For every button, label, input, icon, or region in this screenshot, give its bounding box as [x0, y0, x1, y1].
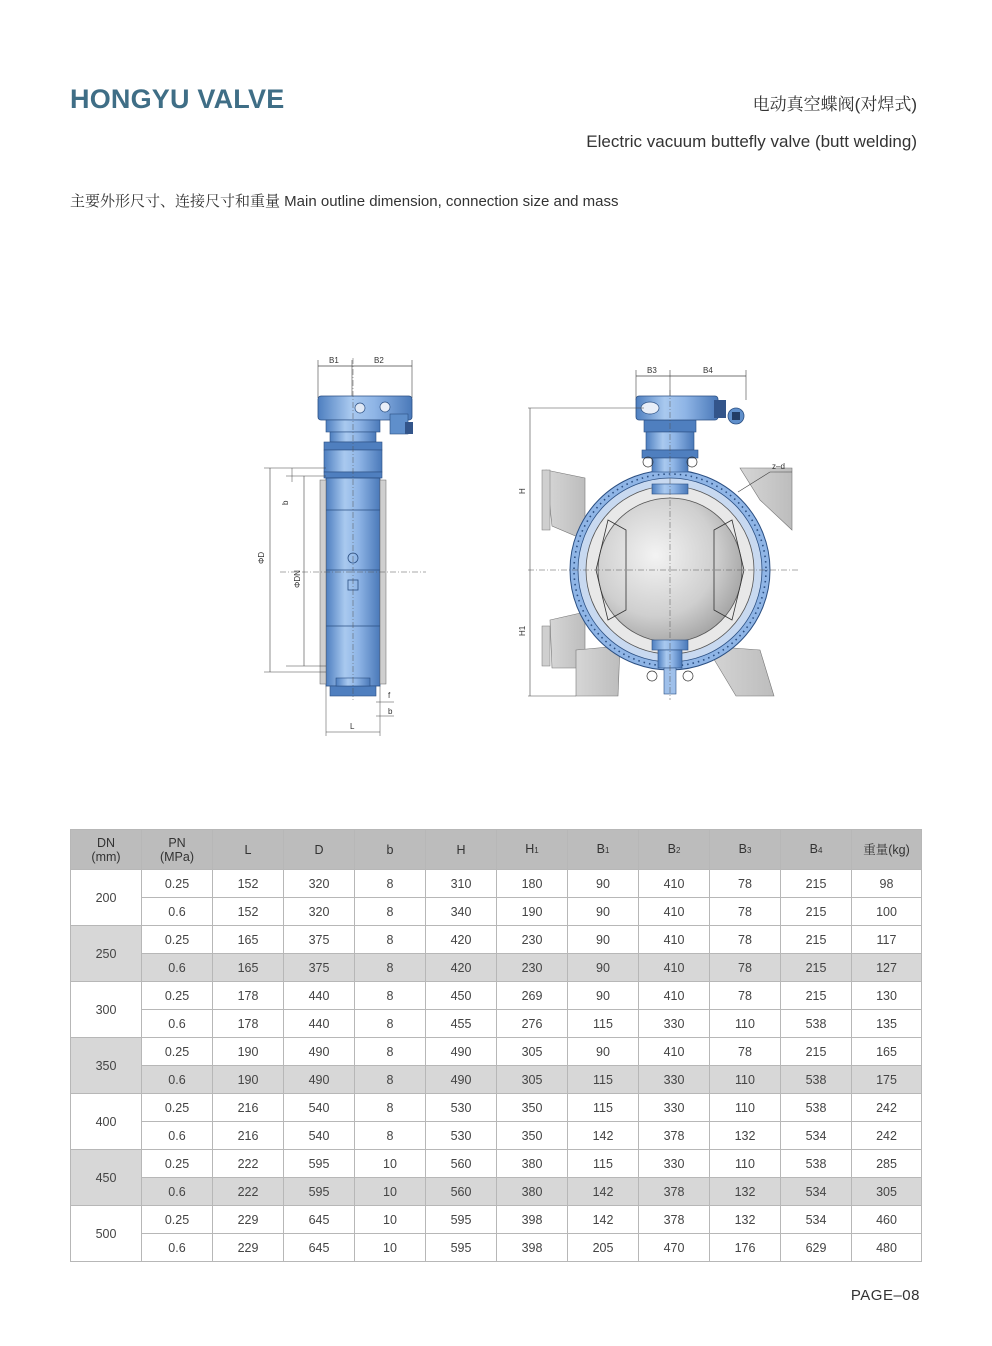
table-cell: 305	[497, 1038, 568, 1066]
table-row	[71, 1094, 922, 1122]
table-cell: 629	[781, 1234, 852, 1262]
table-cell: 165	[213, 954, 284, 982]
table-row	[71, 1010, 922, 1038]
table-cell: 115	[568, 1066, 639, 1094]
table-cell: 410	[639, 1038, 710, 1066]
table-cell: 78	[710, 954, 781, 982]
table-cell: 78	[710, 898, 781, 926]
page-number: PAGE–08	[850, 1287, 920, 1304]
table-cell: 135	[852, 1010, 922, 1038]
table-cell: 0.25	[142, 1038, 213, 1066]
table-cell: 378	[639, 1122, 710, 1150]
dimension-table	[70, 829, 922, 1262]
table-cell: 215	[781, 954, 852, 982]
table-row	[71, 954, 922, 982]
header-d: D	[284, 830, 355, 870]
table-cell: 165	[852, 1038, 922, 1066]
table-row	[71, 1206, 922, 1234]
table-cell: 110	[710, 1150, 781, 1178]
table-row	[71, 1150, 922, 1178]
table-cell: 320	[284, 898, 355, 926]
table-cell: 229	[213, 1206, 284, 1234]
table-row	[71, 1122, 922, 1150]
table-cell: 127	[852, 954, 922, 982]
table-cell: 8	[355, 954, 426, 982]
table-cell: 470	[639, 1234, 710, 1262]
table-cell: 142	[568, 1122, 639, 1150]
table-cell: 330	[639, 1010, 710, 1038]
table-cell: 534	[781, 1206, 852, 1234]
table-cell: 78	[710, 1038, 781, 1066]
table-cell: 178	[213, 1010, 284, 1038]
header-weight: 重量(kg)	[852, 830, 922, 870]
table-cell: 534	[781, 1178, 852, 1206]
table-cell: 595	[426, 1234, 497, 1262]
header-l: L	[213, 830, 284, 870]
table-cell: 538	[781, 1094, 852, 1122]
header-h1: H1	[497, 830, 568, 870]
cell-dn: 350	[71, 1038, 142, 1094]
table-cell: 78	[710, 870, 781, 898]
cell-dn: 250	[71, 926, 142, 982]
header-b1: B1	[568, 830, 639, 870]
table-cell: 538	[781, 1010, 852, 1038]
header-b3: B3	[710, 830, 781, 870]
table-row	[71, 1178, 922, 1206]
cell-dn: 300	[71, 982, 142, 1038]
table-cell: 595	[284, 1178, 355, 1206]
table-cell: 340	[426, 898, 497, 926]
table-cell: 10	[355, 1150, 426, 1178]
table-cell: 110	[710, 1094, 781, 1122]
table-cell: 0.25	[142, 926, 213, 954]
table-cell: 229	[213, 1234, 284, 1262]
table-cell: 380	[497, 1150, 568, 1178]
table-cell: 8	[355, 1038, 426, 1066]
label-f: f	[388, 691, 391, 700]
table-cell: 115	[568, 1150, 639, 1178]
header-b2: B2	[639, 830, 710, 870]
table-cell: 560	[426, 1150, 497, 1178]
table-cell: 215	[781, 1038, 852, 1066]
table-cell: 8	[355, 1094, 426, 1122]
table-cell: 90	[568, 954, 639, 982]
table-cell: 410	[639, 926, 710, 954]
table-row	[71, 982, 922, 1010]
table-cell: 378	[639, 1178, 710, 1206]
table-cell: 132	[710, 1178, 781, 1206]
table-cell: 8	[355, 1010, 426, 1038]
table-cell: 215	[781, 926, 852, 954]
table-cell: 90	[568, 1038, 639, 1066]
cell-dn: 400	[71, 1094, 142, 1150]
table-cell: 560	[426, 1178, 497, 1206]
table-cell: 480	[852, 1234, 922, 1262]
table-cell: 110	[710, 1066, 781, 1094]
table-cell: 222	[213, 1150, 284, 1178]
table-cell: 0.6	[142, 1010, 213, 1038]
table-cell: 460	[852, 1206, 922, 1234]
table-cell: 490	[284, 1066, 355, 1094]
table-cell: 490	[426, 1066, 497, 1094]
table-cell: 222	[213, 1178, 284, 1206]
table-cell: 375	[284, 926, 355, 954]
table-cell: 538	[781, 1150, 852, 1178]
table-cell: 8	[355, 898, 426, 926]
section-subtitle: 主要外形尺寸、连接尺寸和重量 Main outline dimension, connection size and mass	[70, 193, 619, 210]
table-cell: 305	[852, 1178, 922, 1206]
header-b: b	[355, 830, 426, 870]
table-cell: 530	[426, 1094, 497, 1122]
table-cell: 10	[355, 1234, 426, 1262]
table-cell: 242	[852, 1094, 922, 1122]
table-cell: 420	[426, 926, 497, 954]
table-cell: 100	[852, 898, 922, 926]
table-cell: 595	[284, 1150, 355, 1178]
table-cell: 178	[213, 982, 284, 1010]
front-view	[518, 366, 800, 700]
label-b: b	[281, 500, 290, 505]
table-cell: 230	[497, 926, 568, 954]
header-h: H	[426, 830, 497, 870]
table-cell: 530	[426, 1122, 497, 1150]
table-cell: 410	[639, 898, 710, 926]
table-cell: 132	[710, 1122, 781, 1150]
cell-dn: 500	[71, 1206, 142, 1262]
label-phi-dn: ΦDN	[293, 570, 302, 588]
table-cell: 0.25	[142, 870, 213, 898]
table-cell: 440	[284, 1010, 355, 1038]
table-cell: 10	[355, 1178, 426, 1206]
table-row	[71, 1066, 922, 1094]
table-cell: 130	[852, 982, 922, 1010]
table-cell: 8	[355, 982, 426, 1010]
table-cell: 190	[497, 898, 568, 926]
table-cell: 420	[426, 954, 497, 982]
table-cell: 115	[568, 1010, 639, 1038]
brand-logo-text: HONGYU VALVE	[70, 84, 285, 114]
table-row	[71, 870, 922, 898]
table-cell: 132	[710, 1206, 781, 1234]
table-cell: 8	[355, 870, 426, 898]
label-h1: H1	[518, 625, 527, 636]
table-cell: 142	[568, 1178, 639, 1206]
table-cell: 215	[781, 870, 852, 898]
title-english: Electric vacuum buttefly valve (butt welding)	[586, 132, 917, 151]
label-b2: B2	[374, 356, 384, 365]
table-cell: 8	[355, 926, 426, 954]
table-cell: 378	[639, 1206, 710, 1234]
table-cell: 90	[568, 982, 639, 1010]
table-cell: 190	[213, 1038, 284, 1066]
table-cell: 8	[355, 1122, 426, 1150]
table-cell: 276	[497, 1010, 568, 1038]
table-cell: 78	[710, 982, 781, 1010]
table-header-row	[71, 830, 922, 870]
table-cell: 115	[568, 1094, 639, 1122]
table-cell: 230	[497, 954, 568, 982]
table-cell: 152	[213, 898, 284, 926]
label-b1: B1	[329, 356, 339, 365]
table-cell: 330	[639, 1150, 710, 1178]
table-row	[71, 898, 922, 926]
table-cell: 215	[781, 898, 852, 926]
table-cell: 380	[497, 1178, 568, 1206]
table-cell: 320	[284, 870, 355, 898]
table-cell: 375	[284, 954, 355, 982]
table-cell: 330	[639, 1066, 710, 1094]
cell-dn: 450	[71, 1150, 142, 1206]
title-chinese: 电动真空蝶阀(对焊式)	[752, 95, 917, 114]
table-cell: 540	[284, 1122, 355, 1150]
label-l: L	[350, 722, 355, 731]
table-row	[71, 1234, 922, 1262]
table-cell: 398	[497, 1234, 568, 1262]
table-cell: 90	[568, 870, 639, 898]
table-cell: 90	[568, 926, 639, 954]
table-cell: 142	[568, 1206, 639, 1234]
table-cell: 215	[781, 982, 852, 1010]
table-cell: 78	[710, 926, 781, 954]
table-cell: 410	[639, 870, 710, 898]
table-cell: 152	[213, 870, 284, 898]
table-cell: 490	[426, 1038, 497, 1066]
cell-dn: 200	[71, 870, 142, 926]
table-cell: 0.6	[142, 1178, 213, 1206]
table-cell: 490	[284, 1038, 355, 1066]
table-cell: 645	[284, 1206, 355, 1234]
header-b4: B4	[781, 830, 852, 870]
label-z-d: z–d	[772, 462, 785, 471]
table-row	[71, 926, 922, 954]
table-cell: 90	[568, 898, 639, 926]
table-cell: 0.6	[142, 898, 213, 926]
table-cell: 216	[213, 1122, 284, 1150]
table-cell: 175	[852, 1066, 922, 1094]
side-view	[257, 356, 426, 736]
table-cell: 350	[497, 1094, 568, 1122]
label-b3: B3	[647, 366, 657, 375]
table-cell: 269	[497, 982, 568, 1010]
table-cell: 305	[497, 1066, 568, 1094]
table-cell: 410	[639, 954, 710, 982]
header-dn: DN (mm)	[71, 830, 142, 870]
table-cell: 0.6	[142, 1234, 213, 1262]
table-cell: 180	[497, 870, 568, 898]
table-cell: 176	[710, 1234, 781, 1262]
table-cell: 540	[284, 1094, 355, 1122]
table-cell: 0.6	[142, 1066, 213, 1094]
table-cell: 330	[639, 1094, 710, 1122]
table-cell: 165	[213, 926, 284, 954]
table-cell: 0.25	[142, 1150, 213, 1178]
table-cell: 595	[426, 1206, 497, 1234]
table-cell: 216	[213, 1094, 284, 1122]
table-cell: 398	[497, 1206, 568, 1234]
table-cell: 310	[426, 870, 497, 898]
table-cell: 242	[852, 1122, 922, 1150]
table-cell: 0.25	[142, 1094, 213, 1122]
table-cell: 440	[284, 982, 355, 1010]
table-cell: 538	[781, 1066, 852, 1094]
table-cell: 0.25	[142, 1206, 213, 1234]
table-cell: 0.6	[142, 954, 213, 982]
header-pn: PN (MPa)	[142, 830, 213, 870]
label-b-lower: b	[388, 707, 393, 716]
table-cell: 10	[355, 1206, 426, 1234]
table-cell: 455	[426, 1010, 497, 1038]
table-cell: 410	[639, 982, 710, 1010]
label-phi-d: ΦD	[257, 551, 266, 564]
valve-technical-drawing	[240, 350, 800, 750]
table-row	[71, 1038, 922, 1066]
table-cell: 534	[781, 1122, 852, 1150]
table-cell: 0.25	[142, 982, 213, 1010]
table-cell: 110	[710, 1010, 781, 1038]
label-b4: B4	[703, 366, 713, 375]
table-cell: 190	[213, 1066, 284, 1094]
label-h: H	[518, 488, 527, 494]
table-cell: 8	[355, 1066, 426, 1094]
table-cell: 285	[852, 1150, 922, 1178]
table-cell: 117	[852, 926, 922, 954]
table-cell: 0.6	[142, 1122, 213, 1150]
table-cell: 98	[852, 870, 922, 898]
table-cell: 350	[497, 1122, 568, 1150]
table-cell: 205	[568, 1234, 639, 1262]
table-cell: 450	[426, 982, 497, 1010]
table-cell: 645	[284, 1234, 355, 1262]
